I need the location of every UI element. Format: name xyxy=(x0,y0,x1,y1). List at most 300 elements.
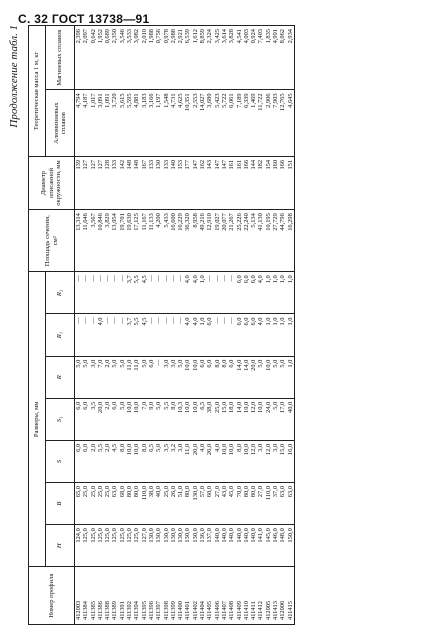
table-cell: 2,0 xyxy=(104,440,111,482)
table-cell: 0,689 xyxy=(104,26,111,90)
table-cell: 6,0 xyxy=(243,314,250,356)
table-row xyxy=(257,26,264,625)
table-cell: 14,027 xyxy=(199,90,206,157)
table-cell: — xyxy=(214,314,221,356)
table-cell: — xyxy=(75,314,83,356)
table-cell: 130,0 xyxy=(148,525,155,567)
table-cell: 25,226 xyxy=(236,210,243,272)
table-cell: 3,0 xyxy=(272,440,279,482)
table-cell: 412005 xyxy=(265,567,272,625)
table-cell: 8,0 xyxy=(170,398,177,440)
table-cell: 130 xyxy=(155,156,162,209)
table-row xyxy=(82,26,89,625)
table-cell: 3,0 xyxy=(170,356,177,398)
table-cell: 125,0 xyxy=(133,525,140,567)
table-row xyxy=(97,26,104,625)
table-cell: 4,003 xyxy=(243,26,250,90)
table-cell: 5,0 xyxy=(257,356,264,398)
table-cell: 22,240 xyxy=(243,210,250,272)
table-cell: 63,0 xyxy=(279,483,286,525)
table-cell: 80,0 xyxy=(126,483,133,525)
table-cell: 130,0 xyxy=(192,525,199,567)
table-cell: 6,0 xyxy=(243,272,250,314)
table-cell: 3,546 xyxy=(119,26,126,90)
table-cell: 0,924 xyxy=(250,26,257,90)
table-cell: — xyxy=(177,314,184,356)
table-cell: 127,0 xyxy=(141,525,148,567)
table-cell: 0,756 xyxy=(155,26,162,90)
table-cell: 139 xyxy=(75,156,83,209)
table-cell: 27,0 xyxy=(214,483,221,525)
table-cell: 6,0 xyxy=(82,398,89,440)
table-cell: 411388 xyxy=(104,567,111,625)
table-cell: — xyxy=(163,314,170,356)
table-cell: 411401 xyxy=(184,567,191,625)
table-cell: 3,829 xyxy=(104,210,111,272)
table-cell: 20,0 xyxy=(97,398,104,440)
table-cell: 411405 xyxy=(206,567,213,625)
table-cell: 5,433 xyxy=(163,210,170,272)
table-cell: 411397 xyxy=(155,567,162,625)
table-cell: 3,7 xyxy=(126,314,133,356)
table-cell: — xyxy=(214,272,221,314)
table-cell: 10,0 xyxy=(192,356,199,398)
table-cell: 4,794 xyxy=(75,90,83,157)
table-cell: 4,5 xyxy=(141,272,148,314)
table-cell: 3,7 xyxy=(126,272,133,314)
table-cell: 60,0 xyxy=(206,483,213,525)
table-cell: 10,0 xyxy=(243,440,250,482)
table-cell: 3,680 xyxy=(206,90,213,157)
table-cell: — xyxy=(104,314,111,356)
table-cell: 11,646 xyxy=(82,210,89,272)
table-cell: 14,0 xyxy=(243,356,250,398)
table-cell: 6,0 xyxy=(199,356,206,398)
table-cell: 16,0 xyxy=(287,440,295,482)
rotated-table-block xyxy=(8,25,417,625)
table-cell: 10,0 xyxy=(126,440,133,482)
table-cell: 68,0 xyxy=(119,483,126,525)
table-cell: 3,091 xyxy=(97,90,104,157)
table-cell: 5,5 xyxy=(163,398,170,440)
table-cell: 7,0 xyxy=(97,356,104,398)
table-cell: 1,0 xyxy=(265,314,272,356)
table-cell: 1,0 xyxy=(199,272,206,314)
table-cell: 1,197 xyxy=(155,90,162,157)
table-cell: 41,130 xyxy=(257,210,264,272)
table-cell: — xyxy=(90,272,97,314)
table-cell: 6,0 xyxy=(206,356,213,398)
table-cell: 411385 xyxy=(90,567,97,625)
table-cell: 44,796 xyxy=(279,210,286,272)
table-cell: — xyxy=(82,272,89,314)
table-cell: 8,0 xyxy=(141,440,148,482)
table-cell: 110,0 xyxy=(265,483,272,525)
table-cell: — xyxy=(82,314,89,356)
table-cell: 51,0 xyxy=(177,483,184,525)
table-caption: Продолжение табл. 1 xyxy=(8,25,20,128)
table-row xyxy=(155,26,162,625)
col-header-area: Площадь сечения, см² xyxy=(29,210,75,272)
table-cell: 128 xyxy=(104,156,111,209)
table-cell: 411407 xyxy=(221,567,228,625)
table-cell: 4,0 xyxy=(192,314,199,356)
col-header-aluminum: Алюминиевых сплавов xyxy=(46,90,75,157)
table-cell: 160 xyxy=(272,156,279,209)
table-row xyxy=(287,26,295,625)
table-cell: 2,553 xyxy=(192,90,199,157)
table-cell: 6,0 xyxy=(250,314,257,356)
table-cell: 27,0 xyxy=(257,483,264,525)
table-cell: 4,731 xyxy=(170,90,177,157)
table-cell: 6,0 xyxy=(75,440,83,482)
table-cell: 412003 xyxy=(75,567,83,625)
table-cell: 80,0 xyxy=(133,483,140,525)
table-cell: — xyxy=(119,272,126,314)
table-cell: — xyxy=(111,314,118,356)
table-cell: 63,0 xyxy=(111,483,118,525)
table-cell: 411415 xyxy=(287,567,295,625)
table-cell: 141,0 xyxy=(257,525,264,567)
table-cell: 14,0 xyxy=(236,398,243,440)
table-cell: 140,0 xyxy=(221,525,228,567)
table-cell: 130,0 xyxy=(155,525,162,567)
table-cell: — xyxy=(163,272,170,314)
table-cell: 161 xyxy=(236,156,243,209)
table-cell: 125,0 xyxy=(119,525,126,567)
table-cell: 11,0 xyxy=(126,356,133,398)
table-cell: 130,0 xyxy=(184,525,191,567)
table-cell: 130,0 xyxy=(177,525,184,567)
table-cell: 8,958 xyxy=(192,210,199,272)
table-cell: — xyxy=(170,272,177,314)
table-cell: 2,010 xyxy=(141,26,148,90)
table-cell: 10,0 xyxy=(228,440,235,482)
table-cell: 3,183 xyxy=(141,90,148,157)
table-cell: 148,0 xyxy=(279,525,286,567)
table-cell: 43,0 xyxy=(221,483,228,525)
table-cell: 4,0 xyxy=(214,440,221,482)
table-cell: 125,0 xyxy=(111,525,118,567)
table-cell: 6,0 xyxy=(228,356,235,398)
table-row xyxy=(141,26,148,625)
table-cell: 10,0 xyxy=(243,398,250,440)
table-row xyxy=(90,26,97,625)
col-header-r1: R₁ xyxy=(46,314,75,356)
table-cell: 1,988 xyxy=(148,26,155,90)
table-cell: 125,0 xyxy=(90,525,97,567)
table-cell: 5,595 xyxy=(126,90,133,157)
table-cell: 5,0 xyxy=(141,356,148,398)
table-cell: 1,548 xyxy=(163,90,170,157)
table-cell: 63,0 xyxy=(287,483,295,525)
table-cell: 13,054 xyxy=(111,210,118,272)
table-cell: — xyxy=(90,314,97,356)
table-cell: 10,351 xyxy=(184,90,191,157)
table-cell: — xyxy=(75,272,83,314)
table-cell: 411396 xyxy=(148,567,155,625)
table-cell: 19,701 xyxy=(119,210,126,272)
table-cell: 125,0 xyxy=(82,525,89,567)
table-cell: 25,0 xyxy=(163,483,170,525)
table-cell: 137,0 xyxy=(206,525,213,567)
table-cell: 0,642 xyxy=(90,26,97,90)
table-cell: 10,3 xyxy=(177,398,184,440)
table-cell: 4,541 xyxy=(236,26,243,90)
table-cell: 1,0 xyxy=(287,272,295,314)
table-cell: 5,722 xyxy=(221,90,228,157)
table-cell: 6,061 xyxy=(228,90,235,157)
table-cell: 1,612 xyxy=(192,26,199,90)
table-cell: 80,0 xyxy=(184,483,191,525)
table-cell: — xyxy=(221,272,228,314)
table-cell: 411412 xyxy=(257,567,264,625)
table-cell: 24,0 xyxy=(265,398,272,440)
table-cell: 411404 xyxy=(199,567,206,625)
table-cell: 140,0 xyxy=(236,525,243,567)
table-row xyxy=(148,26,155,625)
table-cell: 140,0 xyxy=(243,525,250,567)
table-cell: 1,952 xyxy=(97,26,104,90)
table-cell: 36,320 xyxy=(184,210,191,272)
table-cell: 6,539 xyxy=(184,26,191,90)
table-cell: — xyxy=(148,272,155,314)
table-cell: 57,0 xyxy=(199,483,206,525)
col-header-r: R xyxy=(46,356,75,398)
table-cell: 1,0 xyxy=(272,314,279,356)
table-cell: 20,0 xyxy=(250,356,257,398)
table-cell: 127 xyxy=(97,156,104,209)
table-cell: — xyxy=(170,314,177,356)
table-cell: 1,0 xyxy=(199,314,206,356)
table-row xyxy=(75,26,83,625)
table-cell: 5,615 xyxy=(119,90,126,157)
table-cell: 25,0 xyxy=(82,483,89,525)
table-cell: 411413 xyxy=(272,567,279,625)
table-cell: 5,0 xyxy=(177,356,184,398)
table-cell: 6,0 xyxy=(250,272,257,314)
table-cell: 147 xyxy=(192,156,199,209)
table-cell: 1,0 xyxy=(265,272,272,314)
table-cell: 65,0 xyxy=(75,483,83,525)
table-cell: — xyxy=(104,272,111,314)
table-cell: 162 xyxy=(199,156,206,209)
table-cell: 411409 xyxy=(236,567,243,625)
table-cell: — xyxy=(155,314,162,356)
table-cell: 4,881 xyxy=(133,90,140,157)
table-row xyxy=(221,26,228,625)
table-cell: — xyxy=(221,314,228,356)
table-cell: 124,0 xyxy=(75,525,83,567)
table-row xyxy=(192,26,199,625)
table-cell: 4,0 xyxy=(192,272,199,314)
table-cell: 5,0 xyxy=(82,356,89,398)
table-cell: 2,097 xyxy=(82,26,89,90)
table-cell: 147 xyxy=(221,156,228,209)
table-cell: 10,0 xyxy=(257,398,264,440)
table-cell: 4,0 xyxy=(97,314,104,356)
table-cell: 3,720 xyxy=(111,90,118,157)
table-cell: 11,0 xyxy=(133,356,140,398)
table-row xyxy=(177,26,184,625)
table-cell: 411395 xyxy=(141,567,148,625)
table-cell: 2,906 xyxy=(265,90,272,157)
table-cell: 25,0 xyxy=(97,483,104,525)
table-cell: 3,166 xyxy=(148,90,155,157)
table-cell: 2,934 xyxy=(287,26,295,90)
table-cell: 142 xyxy=(119,156,126,209)
table-cell: — xyxy=(228,314,235,356)
table-cell: 411392 xyxy=(126,567,133,625)
table-cell: 15,0 xyxy=(279,440,286,482)
table-cell: 136,0 xyxy=(199,525,206,567)
table-cell: 6,0 xyxy=(82,440,89,482)
table-cell: 6,0 xyxy=(236,314,243,356)
table-cell: 125,0 xyxy=(126,525,133,567)
table-cell: 411398 xyxy=(163,567,170,625)
table-cell: 1,0 xyxy=(279,272,286,314)
table-row xyxy=(265,26,272,625)
table-cell: 1,0 xyxy=(287,356,295,398)
table-cell: 2,0 xyxy=(104,398,111,440)
table-cell: 6,0 xyxy=(111,398,118,440)
table-cell: 411406 xyxy=(214,567,221,625)
table-cell: 10,0 xyxy=(133,440,140,482)
table-row xyxy=(214,26,221,625)
profile-table xyxy=(28,25,295,625)
table-cell: 8,0 xyxy=(119,440,126,482)
col-header-theoretical-mass: Теоретическая масса 1 м, кг xyxy=(29,26,46,157)
table-cell: 2,396 xyxy=(75,26,83,90)
table-cell: 5,5 xyxy=(133,314,140,356)
table-cell: 17,125 xyxy=(133,210,140,272)
table-row xyxy=(126,26,133,625)
table-cell: 130,0 xyxy=(170,525,177,567)
table-cell: 38,0 xyxy=(148,483,155,525)
table-cell: 16,600 xyxy=(170,210,177,272)
table-cell: 161 xyxy=(228,156,235,209)
table-cell: 10,0 xyxy=(184,356,191,398)
table-cell: 166 xyxy=(279,156,286,209)
col-header-s: S xyxy=(46,440,75,482)
table-cell: 15,0 xyxy=(221,398,228,440)
table-cell: — xyxy=(206,272,213,314)
table-cell: 153 xyxy=(177,156,184,209)
table-cell: 4,625 xyxy=(177,90,184,157)
table-cell: 3,828 xyxy=(228,26,235,90)
table-cell: 166 xyxy=(243,156,250,209)
table-cell: 5,0 xyxy=(272,356,279,398)
table-cell: 11,0 xyxy=(184,440,191,482)
table-cell: 8,0 xyxy=(236,440,243,482)
table-cell: 1,0 xyxy=(279,314,286,356)
table-cell: 4,0 xyxy=(257,314,264,356)
table-row xyxy=(119,26,126,625)
table-cell: 16,298 xyxy=(287,210,295,272)
col-header-profile-number: Номер профиля xyxy=(29,567,75,625)
table-cell: 4,991 xyxy=(272,26,279,90)
table-cell: 5,0 xyxy=(279,356,286,398)
table-cell: 146,0 xyxy=(272,525,279,567)
table-cell: — xyxy=(111,272,118,314)
table-cell: 182 xyxy=(257,156,264,209)
table-cell: 4,0 xyxy=(199,440,206,482)
table-cell: 5,5 xyxy=(133,272,140,314)
table-cell: 8,0 xyxy=(221,356,228,398)
table-cell: 411391 xyxy=(119,567,126,625)
table-cell: 148 xyxy=(126,156,133,209)
table-cell: 26,0 xyxy=(170,483,177,525)
table-cell: 20,077 xyxy=(221,210,228,272)
table-cell: — xyxy=(177,272,184,314)
table-cell: — xyxy=(228,272,235,314)
table-cell: 6,0 xyxy=(236,272,243,314)
table-cell: 140,0 xyxy=(250,525,257,567)
table-cell: 140,0 xyxy=(214,525,221,567)
table-cell: 5,423 xyxy=(214,90,221,157)
table-row xyxy=(170,26,177,625)
table-cell: 3,0 xyxy=(257,440,264,482)
table-cell: 4,0 xyxy=(184,314,191,356)
table-cell: 2,921 xyxy=(177,26,184,90)
table-cell: 130,0 xyxy=(192,483,199,525)
table-cell: 26,0 xyxy=(206,440,213,482)
table-cell: 3,0 xyxy=(90,356,97,398)
table-cell: 4,5 xyxy=(111,440,118,482)
table-cell: 411389 xyxy=(111,567,118,625)
table-cell: 411402 xyxy=(192,567,199,625)
table-cell: 4,0 xyxy=(257,272,264,314)
table-cell: 9,0 xyxy=(148,398,155,440)
table-cell: 154 xyxy=(265,156,272,209)
table-cell: 13,314 xyxy=(75,210,83,272)
table-cell: 8,062 xyxy=(279,26,286,90)
table-cell: 5,0 xyxy=(75,356,83,398)
table-cell: 19,630 xyxy=(126,210,133,272)
table-cell: 3,425 xyxy=(214,26,221,90)
table-cell: 45,0 xyxy=(228,483,235,525)
table-cell: 3,082 xyxy=(133,26,140,90)
col-header-magnesium: Магниевых сплавов xyxy=(46,26,75,90)
table-cell: 411384 xyxy=(82,567,89,625)
table-cell: 11,133 xyxy=(148,210,155,272)
table-cell: 5,0 xyxy=(119,398,126,440)
table-cell: 5,0 xyxy=(119,356,126,398)
table-cell: 25,0 xyxy=(104,483,111,525)
table-cell: 37,0 xyxy=(272,483,279,525)
table-cell: 10,0 xyxy=(184,398,191,440)
table-cell: 1,091 xyxy=(104,90,111,157)
table-cell: 12,0 xyxy=(250,440,257,482)
table-cell: 0,978 xyxy=(163,26,170,90)
table-cell: 125,0 xyxy=(104,525,111,567)
table-cell: 7,0 xyxy=(141,398,148,440)
table-cell: 127 xyxy=(90,156,97,209)
table-cell: — xyxy=(119,314,126,356)
page-header: С. 32 ГОСТ 13738—91 xyxy=(18,12,150,26)
table-row xyxy=(228,26,235,625)
table-cell: 3,5 xyxy=(90,398,97,440)
table-cell: 177 xyxy=(184,156,191,209)
table-cell: 10,0 xyxy=(126,398,133,440)
table-cell: 1,469 xyxy=(250,90,257,157)
table-cell: 148 xyxy=(133,156,140,209)
table-cell: 6,5 xyxy=(148,440,155,482)
table-cell: 3,533 xyxy=(126,26,133,90)
table-cell: 411399 xyxy=(170,567,177,625)
table-cell: 2,350 xyxy=(111,26,118,90)
table-cell: 38,0 xyxy=(206,398,213,440)
